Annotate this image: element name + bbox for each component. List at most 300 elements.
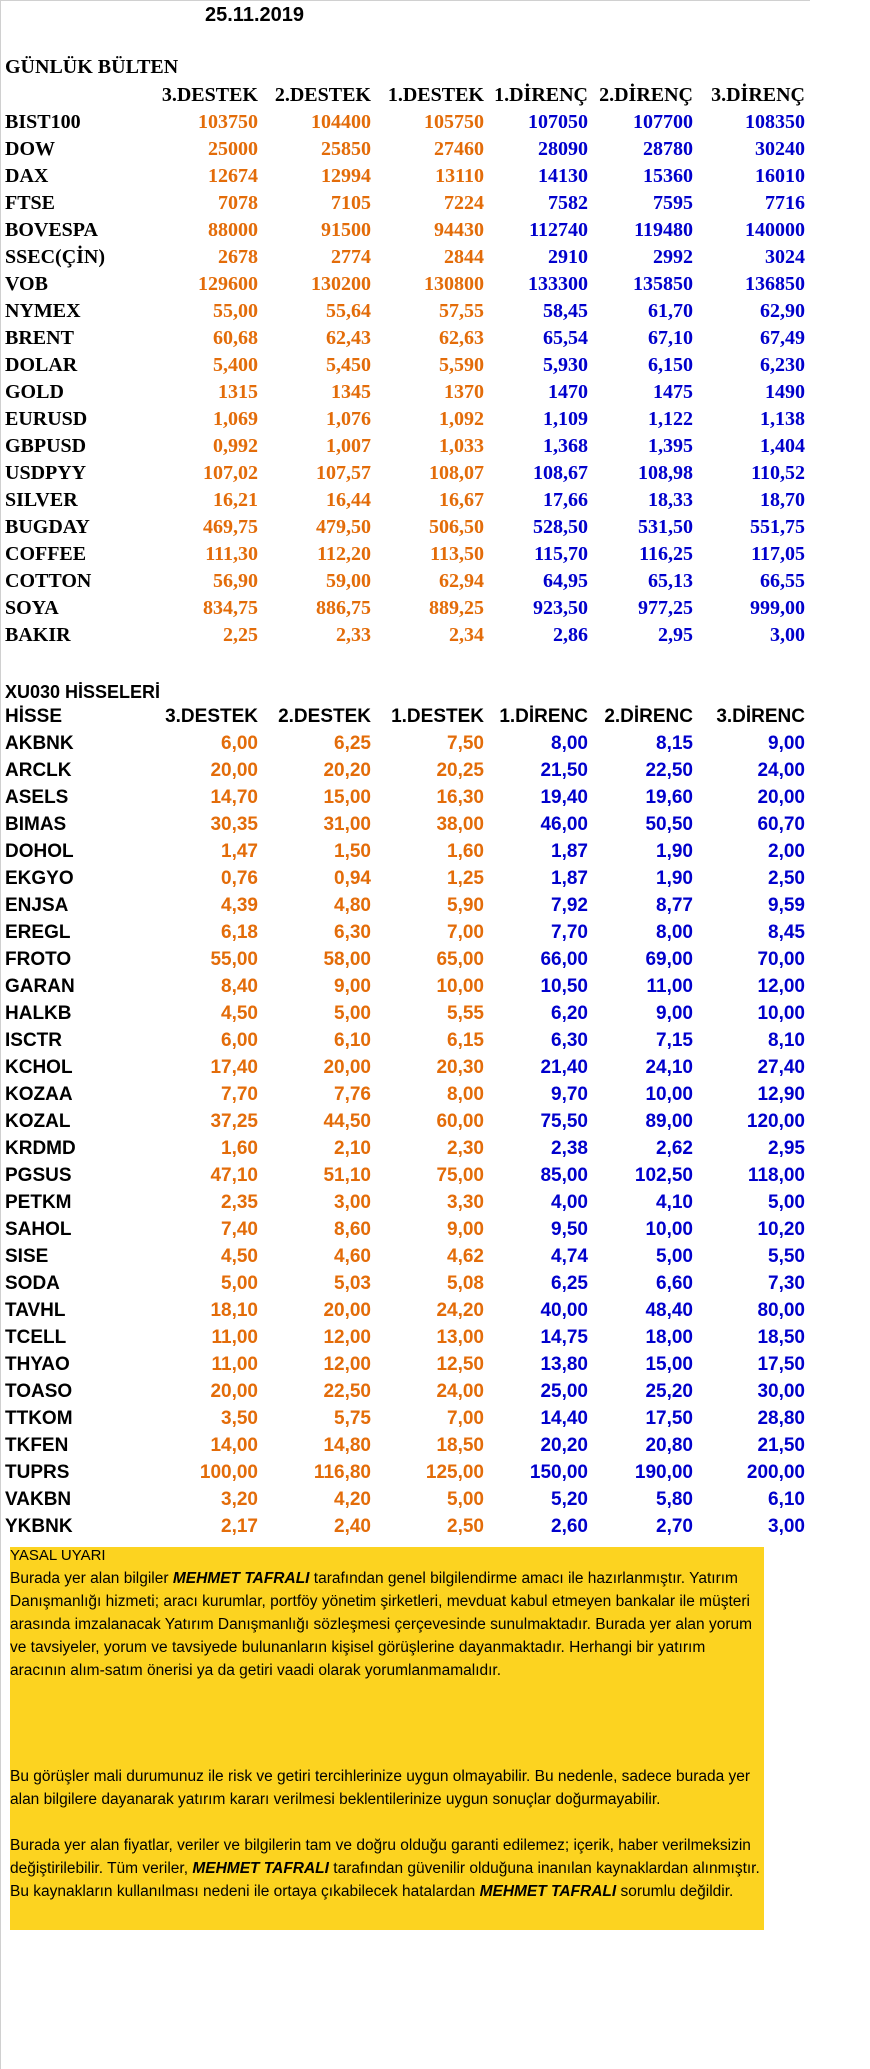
resistance-value: 977,25	[638, 597, 693, 619]
support-value: 20,25	[436, 760, 484, 781]
support-value: 44,50	[323, 1111, 371, 1132]
resistance-value: 2,38	[551, 1138, 588, 1159]
table-row	[0, 163, 820, 190]
resistance-value: 70,00	[757, 949, 805, 970]
table-row	[0, 757, 820, 784]
table-row	[0, 1270, 820, 1297]
support-value: 15,00	[323, 787, 371, 808]
support-value: 112,20	[317, 543, 371, 565]
support-value: 6,15	[447, 1030, 484, 1051]
row-name: TCELL	[5, 1327, 67, 1348]
support-value: 113,50	[430, 543, 484, 565]
resistance-value: 136850	[745, 273, 805, 295]
resistance-value: 115,70	[534, 543, 588, 565]
resistance-value: 6,20	[551, 1003, 588, 1024]
resistance-value: 117,05	[751, 543, 805, 565]
resistance-value: 67,49	[760, 327, 805, 349]
support-value: 2,25	[223, 624, 258, 646]
support-value: 0,76	[221, 868, 258, 889]
support-value: 4,50	[221, 1246, 258, 1267]
resistance-value: 66,00	[540, 949, 588, 970]
resistance-value: 18,70	[760, 489, 805, 511]
disclaimer-text: hazırlanmıştır. Yatırım Danışmanlığı hizmeti; aracı kurumlar, portföy yönetim şirketleri, mevduat kabul etmeyen bankalar ile müşteri arasında imzalanacak Yatırım Danışmanlığı sözleşmesi çerçevesinde sunulmaktadır. Burada yer alan yorum ve tavsiyeler, yorum ve tavsiyede bulunanların kişisel görüşlerine dayanmaktadır. Herhangi bir yatırım aracının alım-satım önerisi ya da getiri vaadi olarak yorumlanmamalıdır.	[10, 1570, 753, 1679]
resistance-value: 20,00	[757, 787, 805, 808]
support-value: 125,00	[425, 1462, 484, 1483]
resistance-value: 8,00	[656, 922, 693, 943]
resistance-value: 16010	[755, 165, 805, 187]
table-row	[0, 514, 820, 541]
row-name: NYMEX	[5, 300, 81, 322]
resistance-value: 65,54	[543, 327, 588, 349]
support-value: 5,08	[447, 1273, 484, 1294]
resistance-value: 8,15	[656, 733, 693, 754]
resistance-value: 6,150	[648, 354, 693, 376]
disclaimer-paragraph-2: Bu görüşler mali durumunuz ile risk ve getiri tercihlerinize uygun olmayabilir. Bu nedenle, sadece burada yer alan bilgilere dayanarak yatırım kararı verilmesi beklentilerinize uygun sonuçlar doğurmayabilir.	[10, 1768, 751, 1808]
support-value: 8,00	[447, 1084, 484, 1105]
resistance-value: 14130	[538, 165, 588, 187]
support-value: 5,590	[439, 354, 484, 376]
resistance-value: 1,122	[648, 408, 693, 430]
support-value: 108,07	[429, 462, 484, 484]
row-name: TOASO	[5, 1381, 73, 1402]
disclaimer-author-name: MEHMET TAFRALI	[479, 1883, 617, 1900]
resistance-value: 17,50	[645, 1408, 693, 1429]
support-value: 7,70	[221, 1084, 258, 1105]
support-value: 1,092	[439, 408, 484, 430]
table-row	[0, 541, 820, 568]
resistance-value: 89,00	[645, 1111, 693, 1132]
support-value: 31,00	[323, 814, 371, 835]
support-value: 37,25	[210, 1111, 258, 1132]
table-row	[0, 1054, 820, 1081]
support-value: 4,20	[334, 1489, 371, 1510]
support-value: 0,992	[213, 435, 258, 457]
support-value: 2,17	[221, 1516, 258, 1537]
resistance-value: 1,87	[551, 841, 588, 862]
table-row	[0, 1135, 820, 1162]
support-value: 116,80	[313, 1462, 371, 1483]
support-value: 20,30	[436, 1057, 484, 1078]
header-row	[0, 703, 820, 730]
support-value: 2,40	[334, 1516, 371, 1537]
resistance-value: 531,50	[638, 516, 693, 538]
resistance-value: 2,50	[768, 868, 805, 889]
disclaimer-paragraph-1	[10, 1567, 760, 1682]
support-value: 55,64	[326, 300, 371, 322]
support-value: 5,90	[447, 895, 484, 916]
row-name: KOZAL	[5, 1111, 71, 1132]
support-value: 4,60	[334, 1246, 371, 1267]
resistance-value: 7582	[548, 192, 588, 214]
resistance-value: 14,40	[540, 1408, 588, 1429]
resistance-value: 28090	[538, 138, 588, 160]
support-value: 4,50	[221, 1003, 258, 1024]
resistance-value: 190,00	[634, 1462, 693, 1483]
resistance-value: 2,95	[658, 624, 693, 646]
resistance-value: 15,00	[645, 1354, 693, 1375]
table-row	[0, 1351, 820, 1378]
resistance-value: 28,80	[757, 1408, 805, 1429]
legal-disclaimer	[10, 1547, 764, 1930]
table-row	[0, 595, 820, 622]
resistance-value: 85,00	[540, 1165, 588, 1186]
support-value: 2,34	[449, 624, 484, 646]
column-header-name: HİSSE	[5, 706, 63, 727]
support-value: 16,44	[326, 489, 371, 511]
support-value: 1370	[444, 381, 484, 403]
support-value: 6,10	[334, 1030, 371, 1051]
support-value: 2,50	[447, 1516, 484, 1537]
support-value: 20,00	[323, 1057, 371, 1078]
resistance-value: 12,90	[757, 1084, 805, 1105]
table-row	[0, 244, 820, 271]
support-value: 58,00	[323, 949, 371, 970]
support-value: 1,007	[326, 435, 371, 457]
support-value: 6,00	[221, 1030, 258, 1051]
row-name: FTSE	[5, 192, 56, 214]
support-value: 75,00	[436, 1165, 484, 1186]
support-value: 10,00	[436, 976, 484, 997]
support-value: 60,68	[213, 327, 258, 349]
resistance-value: 19,40	[540, 787, 588, 808]
row-name: TAVHL	[5, 1300, 66, 1321]
resistance-value: 112740	[529, 219, 588, 241]
resistance-value: 2992	[653, 246, 693, 268]
support-value: 55,00	[210, 949, 258, 970]
support-value: 1,60	[447, 841, 484, 862]
resistance-value: 80,00	[757, 1300, 805, 1321]
resistance-value: 1,109	[543, 408, 588, 430]
resistance-value: 4,74	[551, 1246, 588, 1267]
bulletin-title: GÜNLÜK BÜLTEN	[5, 56, 179, 78]
row-name: DAX	[5, 165, 49, 187]
resistance-value: 8,00	[551, 733, 588, 754]
support-value: 111,30	[205, 543, 258, 565]
support-value: 5,00	[447, 1489, 484, 1510]
resistance-value: 17,50	[757, 1354, 805, 1375]
resistance-value: 3,00	[770, 624, 805, 646]
support-value: 47,10	[210, 1165, 258, 1186]
support-value: 2,33	[336, 624, 371, 646]
support-value: 6,25	[334, 733, 371, 754]
resistance-value: 50,50	[645, 814, 693, 835]
resistance-value: 108,98	[638, 462, 693, 484]
resistance-value: 3024	[765, 246, 805, 268]
resistance-value: 6,230	[760, 354, 805, 376]
table-row	[0, 271, 820, 298]
resistance-value: 1,395	[648, 435, 693, 457]
table-row	[0, 1513, 820, 1540]
support-value: 9,00	[334, 976, 371, 997]
column-header: 2.DİRENC	[604, 706, 693, 727]
resistance-value: 14,75	[540, 1327, 588, 1348]
resistance-value: 21,50	[540, 760, 588, 781]
row-name: BIMAS	[5, 814, 67, 835]
resistance-value: 65,13	[648, 570, 693, 592]
support-value: 94430	[434, 219, 484, 241]
support-value: 60,00	[436, 1111, 484, 1132]
support-value: 22,50	[323, 1381, 371, 1402]
support-value: 1345	[331, 381, 371, 403]
support-value: 1,50	[334, 841, 371, 862]
resistance-value: 62,90	[760, 300, 805, 322]
row-name: COFFEE	[5, 543, 87, 565]
disclaimer-text: tarafından genel bilgilendirme amacı ile	[313, 1570, 584, 1587]
row-name: ENJSA	[5, 895, 69, 916]
support-value: 20,00	[323, 1300, 371, 1321]
resistance-value: 19,60	[645, 787, 693, 808]
resistance-value: 10,50	[540, 976, 588, 997]
column-header: 2.DESTEK	[278, 706, 371, 727]
table-row	[0, 298, 820, 325]
table-row	[0, 1243, 820, 1270]
row-name: BOVESPA	[5, 219, 98, 241]
resistance-value: 133300	[528, 273, 588, 295]
resistance-value: 64,95	[543, 570, 588, 592]
support-value: 11,00	[211, 1327, 258, 1348]
support-value: 14,70	[210, 787, 258, 808]
support-value: 14,80	[323, 1435, 371, 1456]
resistance-value: 5,930	[543, 354, 588, 376]
column-header: 1.DESTEK	[391, 706, 484, 727]
resistance-value: 2,70	[656, 1516, 693, 1537]
row-name: PGSUS	[5, 1165, 72, 1186]
row-name: THYAO	[5, 1354, 70, 1375]
support-value: 5,00	[221, 1273, 258, 1294]
resistance-value: 999,00	[750, 597, 805, 619]
resistance-value: 1470	[548, 381, 588, 403]
column-header: 3.DESTEK	[165, 706, 258, 727]
row-name: BRENT	[5, 327, 74, 349]
support-value: 506,50	[429, 516, 484, 538]
table-row	[0, 811, 820, 838]
support-value: 7,00	[447, 1408, 484, 1429]
support-value: 3,30	[447, 1192, 484, 1213]
support-value: 8,60	[334, 1219, 371, 1240]
row-name: BUGDAY	[5, 516, 90, 538]
resistance-value: 15360	[643, 165, 693, 187]
support-value: 27460	[434, 138, 484, 160]
resistance-value: 30,00	[757, 1381, 805, 1402]
column-header: 1.DİRENC	[499, 706, 588, 727]
support-value: 5,75	[334, 1408, 371, 1429]
resistance-value: 18,50	[757, 1327, 805, 1348]
resistance-value: 1,368	[543, 435, 588, 457]
table-row	[0, 379, 820, 406]
resistance-value: 61,70	[648, 300, 693, 322]
table-row	[0, 1081, 820, 1108]
resistance-value: 25,20	[645, 1381, 693, 1402]
table-row	[0, 973, 820, 1000]
row-name: SAHOL	[5, 1219, 72, 1240]
support-value: 104400	[311, 111, 371, 133]
support-value: 25850	[321, 138, 371, 160]
table-row	[0, 460, 820, 487]
support-value: 16,67	[439, 489, 484, 511]
resistance-value: 9,50	[551, 1219, 588, 1240]
resistance-value: 1,90	[656, 841, 693, 862]
resistance-value: 7,92	[551, 895, 588, 916]
support-value: 24,20	[436, 1300, 484, 1321]
resistance-value: 116,25	[639, 543, 693, 565]
support-value: 5,03	[334, 1273, 371, 1294]
support-value: 2,35	[221, 1192, 258, 1213]
row-name: TUPRS	[5, 1462, 70, 1483]
support-value: 20,20	[323, 760, 371, 781]
support-value: 834,75	[203, 597, 258, 619]
table-row	[0, 190, 820, 217]
support-value: 13,00	[436, 1327, 484, 1348]
table-row	[0, 217, 820, 244]
resistance-value: 9,00	[656, 1003, 693, 1024]
support-value: 38,00	[436, 814, 484, 835]
support-value: 0,94	[334, 868, 371, 889]
row-name: COTTON	[5, 570, 92, 592]
resistance-value: 9,00	[768, 733, 805, 754]
support-value: 3,50	[221, 1408, 258, 1429]
table-row	[0, 892, 820, 919]
disclaimer-title: YASAL UYARI	[10, 1547, 106, 1564]
table-row	[0, 1297, 820, 1324]
resistance-value: 1,87	[551, 868, 588, 889]
row-name: ARCLK	[5, 760, 72, 781]
support-value: 107,57	[316, 462, 371, 484]
resistance-value: 66,55	[760, 570, 805, 592]
column-header: 2.DESTEK	[274, 84, 371, 106]
row-name: KRDMD	[5, 1138, 76, 1159]
support-value: 5,450	[326, 354, 371, 376]
support-value: 7078	[218, 192, 258, 214]
resistance-value: 7,30	[768, 1273, 805, 1294]
column-header: 3.DESTEK	[161, 84, 258, 106]
support-value: 30,35	[210, 814, 258, 835]
resistance-value: 923,50	[533, 597, 588, 619]
row-name: SISE	[5, 1246, 49, 1267]
resistance-value: 2910	[548, 246, 588, 268]
support-value: 18,50	[436, 1435, 484, 1456]
resistance-value: 11,00	[646, 976, 693, 997]
support-value: 7,50	[447, 733, 484, 754]
column-header: 2.DİRENÇ	[599, 84, 693, 106]
resistance-value: 10,00	[645, 1219, 693, 1240]
table-row	[0, 784, 820, 811]
support-value: 889,25	[429, 597, 484, 619]
row-name: GBPUSD	[5, 435, 87, 457]
row-name: EURUSD	[5, 408, 88, 430]
support-value: 2844	[444, 246, 484, 268]
support-value: 88000	[208, 219, 258, 241]
row-name: AKBNK	[5, 733, 74, 754]
resistance-value: 107050	[528, 111, 588, 133]
resistance-value: 118,00	[747, 1165, 805, 1186]
support-value: 91500	[321, 219, 371, 241]
resistance-value: 8,45	[768, 922, 805, 943]
support-value: 16,21	[213, 489, 258, 511]
resistance-value: 9,59	[768, 895, 805, 916]
table-row	[0, 568, 820, 595]
resistance-value: 1490	[765, 381, 805, 403]
row-name: ASELS	[5, 787, 69, 808]
table-row	[0, 406, 820, 433]
resistance-value: 528,50	[533, 516, 588, 538]
resistance-value: 25,00	[540, 1381, 588, 1402]
support-value: 12,00	[323, 1354, 371, 1375]
row-name: USDPYY	[5, 462, 87, 484]
support-value: 479,50	[316, 516, 371, 538]
support-value: 886,75	[316, 597, 371, 619]
support-value: 16,30	[436, 787, 484, 808]
resistance-value: 4,00	[551, 1192, 588, 1213]
support-value: 17,40	[210, 1057, 258, 1078]
support-value: 12994	[321, 165, 371, 187]
row-name: KCHOL	[5, 1057, 73, 1078]
support-value: 105750	[424, 111, 484, 133]
table-row	[0, 352, 820, 379]
disclaimer-author-name: MEHMET TAFRALI	[192, 1860, 329, 1877]
support-value: 469,75	[203, 516, 258, 538]
support-value: 4,80	[334, 895, 371, 916]
resistance-value: 5,20	[551, 1489, 588, 1510]
resistance-value: 30240	[755, 138, 805, 160]
support-value: 5,400	[213, 354, 258, 376]
table-row	[0, 433, 820, 460]
support-value: 6,30	[334, 922, 371, 943]
row-name: YKBNK	[5, 1516, 73, 1537]
support-value: 6,18	[221, 922, 258, 943]
resistance-value: 22,50	[645, 760, 693, 781]
resistance-value: 140000	[745, 219, 805, 241]
resistance-value: 67,10	[648, 327, 693, 349]
resistance-value: 46,00	[540, 814, 588, 835]
disclaimer-author-name: MEHMET TAFRALI	[172, 1570, 310, 1587]
support-value: 12,50	[436, 1354, 484, 1375]
support-value: 59,00	[326, 570, 371, 592]
support-value: 1,60	[221, 1138, 258, 1159]
resistance-value: 6,60	[656, 1273, 693, 1294]
table-row	[0, 1378, 820, 1405]
support-value: 7,00	[447, 922, 484, 943]
row-name: BIST100	[5, 111, 81, 133]
row-name: EKGYO	[5, 868, 74, 889]
table-row	[0, 1405, 820, 1432]
support-value: 103750	[198, 111, 258, 133]
support-value: 1,47	[221, 841, 258, 862]
column-header: 1.DİRENÇ	[494, 84, 588, 106]
column-header: 3.DİRENC	[716, 706, 805, 727]
support-value: 1,25	[447, 868, 484, 889]
resistance-value: 150,00	[529, 1462, 588, 1483]
support-value: 57,55	[439, 300, 484, 322]
table-row	[0, 487, 820, 514]
support-value: 20,00	[210, 760, 258, 781]
row-name: TKFEN	[5, 1435, 69, 1456]
resistance-value: 108,67	[533, 462, 588, 484]
resistance-value: 6,10	[768, 1489, 805, 1510]
column-header: 3.DİRENÇ	[711, 84, 805, 106]
resistance-value: 10,20	[757, 1219, 805, 1240]
resistance-value: 18,33	[648, 489, 693, 511]
resistance-value: 40,00	[540, 1300, 588, 1321]
table-row	[0, 865, 820, 892]
support-value: 130200	[311, 273, 371, 295]
row-name: EREGL	[5, 922, 71, 943]
resistance-value: 1,138	[760, 408, 805, 430]
support-value: 9,00	[447, 1219, 484, 1240]
table-row	[0, 1189, 820, 1216]
support-value: 1315	[218, 381, 258, 403]
table-row	[0, 919, 820, 946]
resistance-value: 24,10	[645, 1057, 693, 1078]
